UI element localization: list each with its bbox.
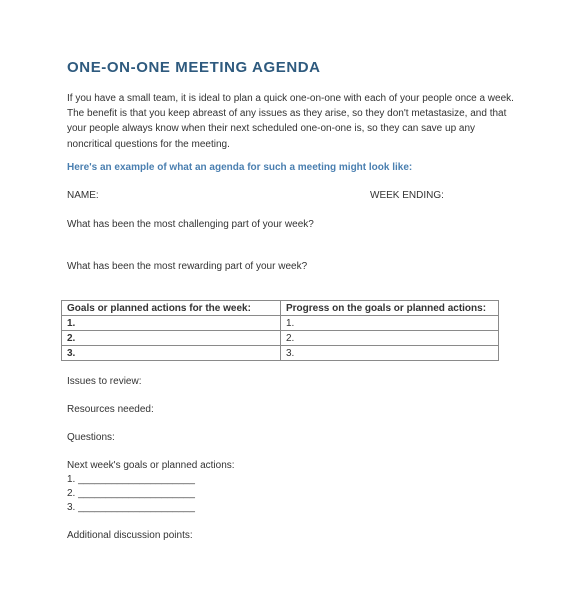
next-week-item: 1. _____________________ [67,474,195,485]
table-cell-goal: 1. [62,316,281,331]
table-cell-progress: 1. [281,316,499,331]
questions-label: Questions: [67,432,115,443]
name-label: NAME: [67,190,99,201]
table-header-row [62,301,499,316]
table-row [62,346,499,361]
intro-paragraph: If you have a small team, it is ideal to plan a quick one-on-one with each of your people once a week. The benefit is that you keep abreast of any issues as they arise, so they don't metastasize, and that your people always know when their next scheduled one-on-one is, so they can save up any noncritical questions for the meeting. [67,93,514,150]
table-cell-progress: 2. [281,331,499,346]
goals-table [61,300,499,361]
table-header-progress: Progress on the goals or planned actions: [281,301,499,316]
additional-label: Additional discussion points: [67,530,193,541]
table-cell-progress: 3. [281,346,499,361]
next-week-label: Next week's goals or planned actions: [67,460,235,471]
next-week-item: 3. _____________________ [67,502,195,513]
table-cell-goal: 3. [62,346,281,361]
issues-label: Issues to review: [67,376,142,387]
table-cell-goal: 2. [62,331,281,346]
table-header-goals: Goals or planned actions for the week: [62,301,281,316]
resources-label: Resources needed: [67,404,154,415]
week-ending-label: WEEK ENDING: [370,190,444,201]
table-row [62,331,499,346]
page-title: ONE-ON-ONE MEETING AGENDA [67,59,321,76]
question-challenging: What has been the most challenging part of your week? [67,219,314,230]
next-week-item: 2. _____________________ [67,488,195,499]
example-heading: Here's an example of what an agenda for such a meeting might look like: [67,162,413,173]
table-row [62,316,499,331]
question-rewarding: What has been the most rewarding part of your week? [67,261,308,272]
